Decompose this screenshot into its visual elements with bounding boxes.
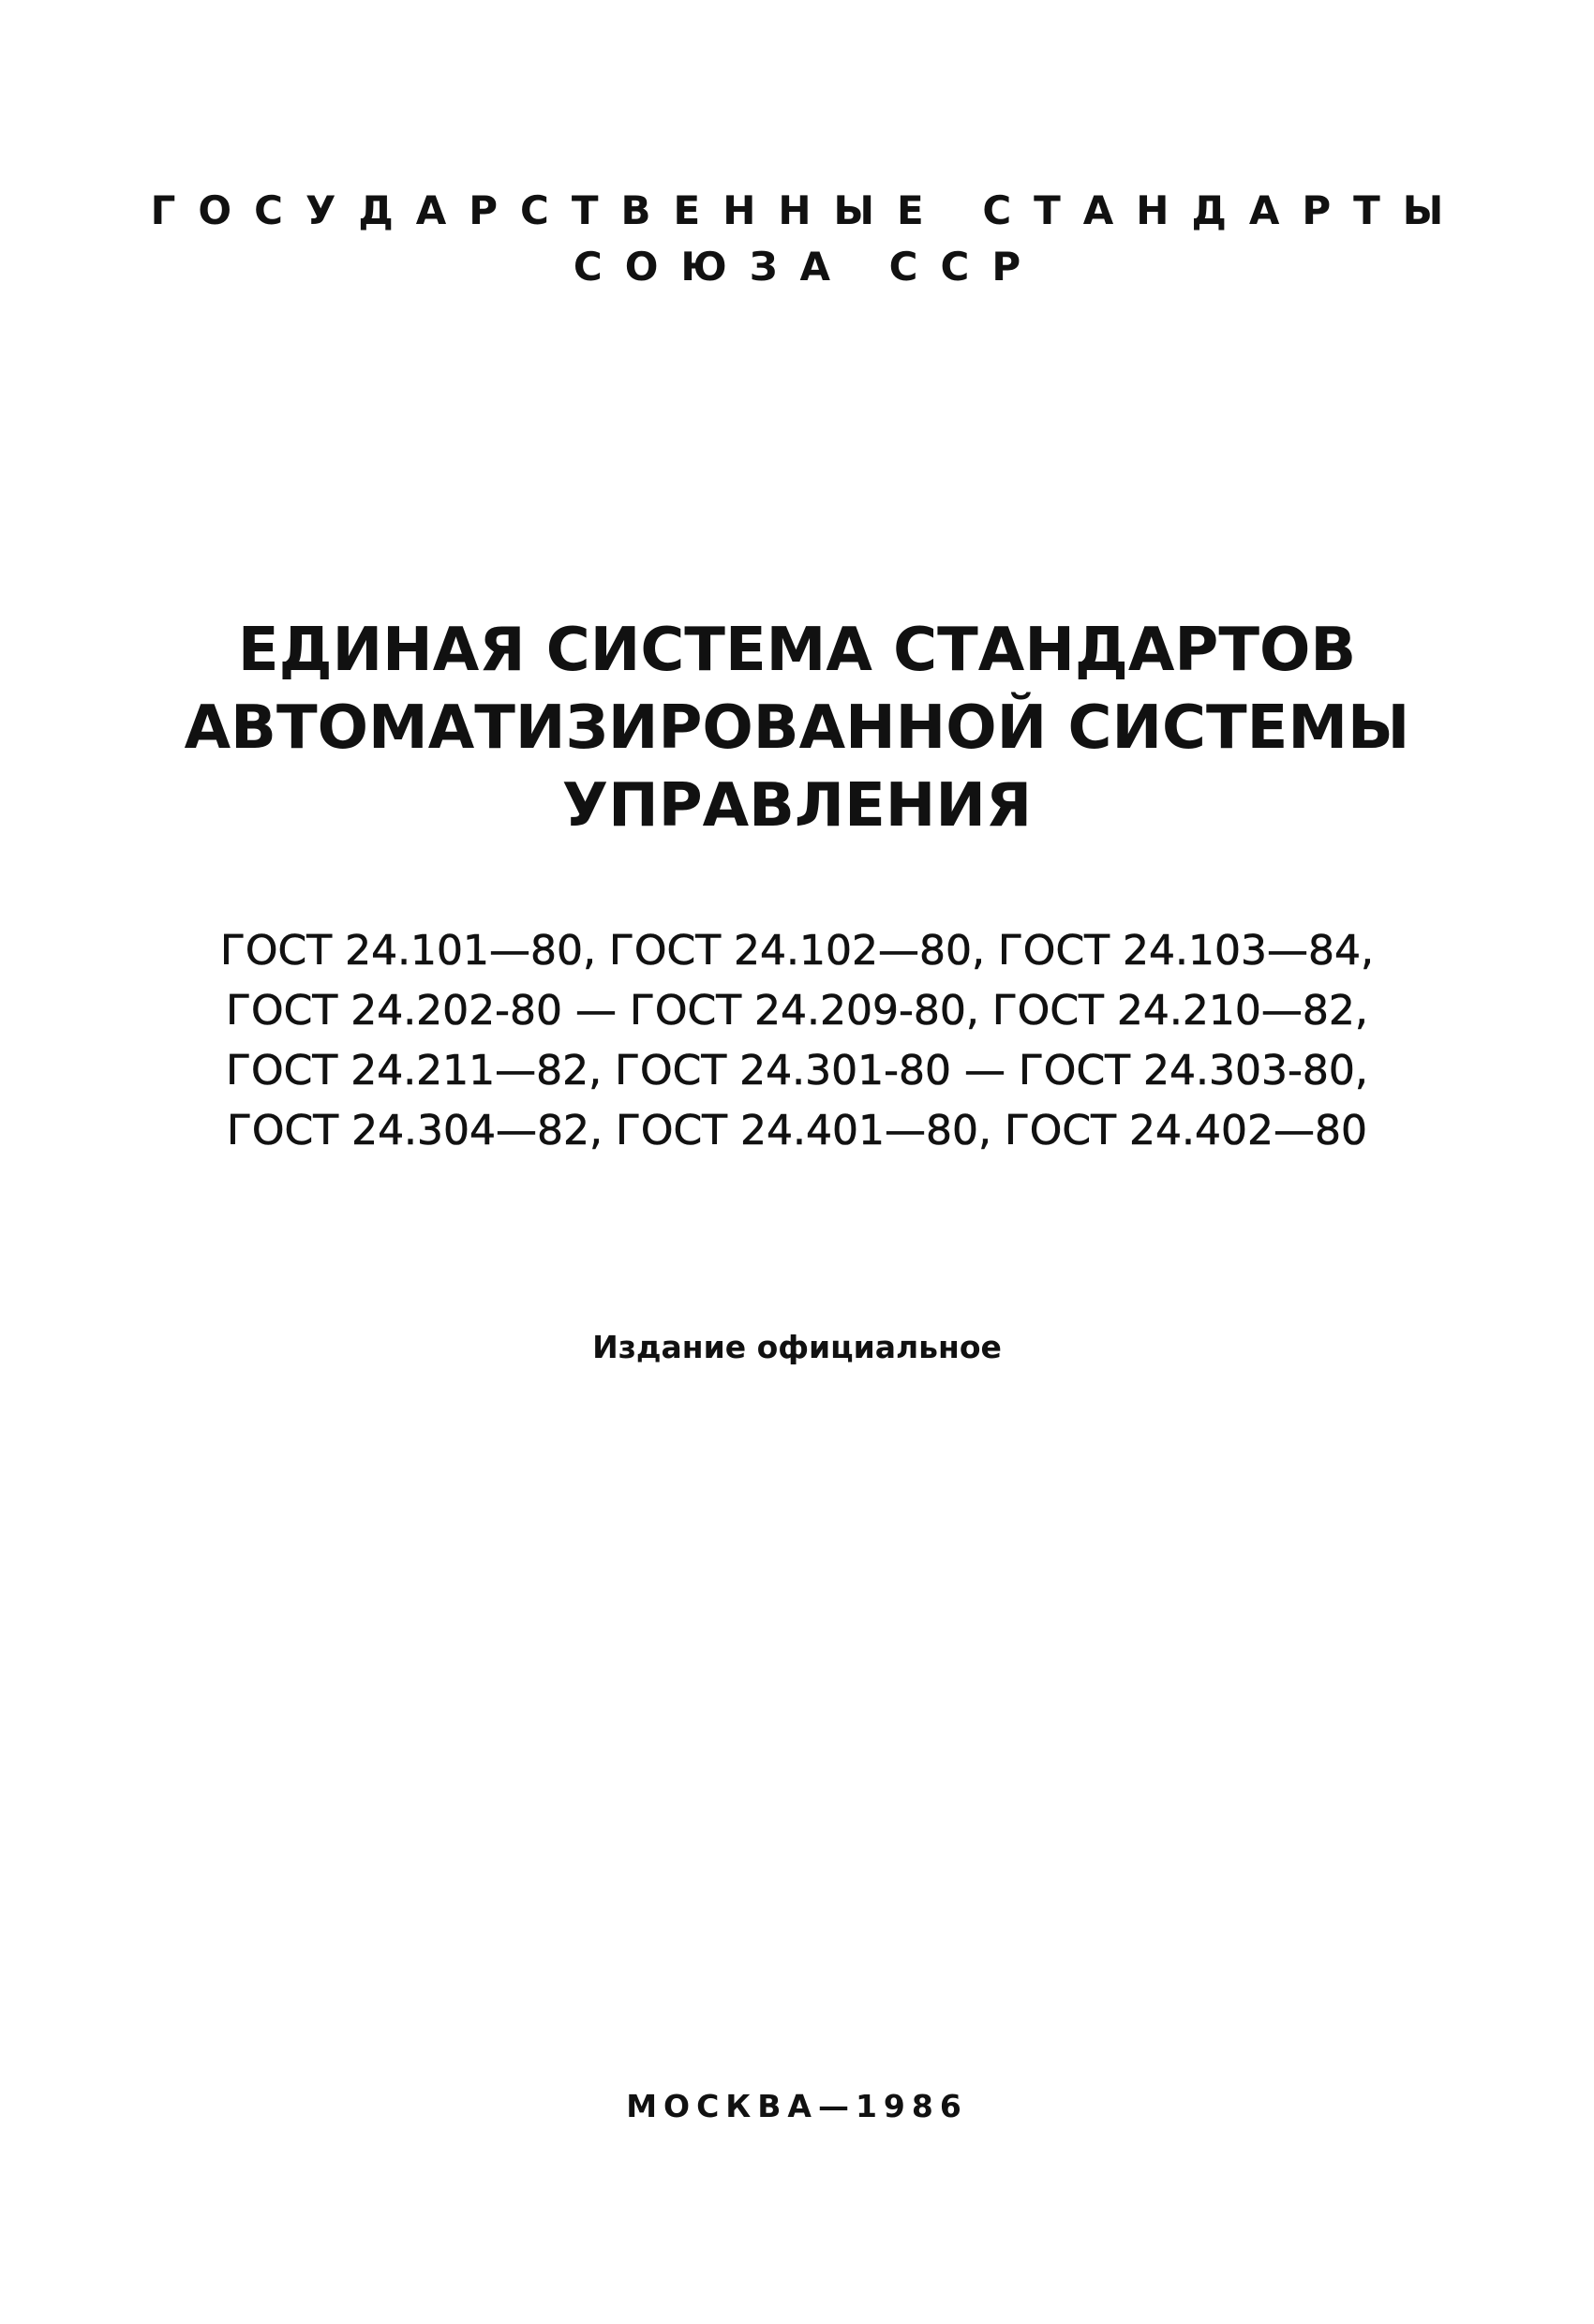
standards-list-line-4: ГОСТ 24.304—82, ГОСТ 24.401—80, ГОСТ 24.402—80 — [227, 1107, 1367, 1155]
publication-imprint: МОСКВА—1986 — [626, 2088, 968, 2124]
standards-list-line-1: ГОСТ 24.101—80, ГОСТ 24.102—80, ГОСТ 24.103—84, — [220, 927, 1374, 975]
document-title-line-3: УПРАВЛЕНИЯ — [561, 771, 1033, 841]
document-title-line-2: АВТОМАТИЗИРОВАННОЙ СИСТЕМЫ — [184, 693, 1410, 763]
series-header-line-2: СОЮЗА ССР — [573, 244, 1044, 290]
standards-list-line-2: ГОСТ 24.202-80 — ГОСТ 24.209-80, ГОСТ 24.210—82, — [226, 987, 1368, 1035]
document-title-line-1: ЕДИНАЯ СИСТЕМА СТАНДАРТОВ — [237, 616, 1357, 685]
official-edition-note: Издание официальное — [592, 1329, 1002, 1365]
standards-list-line-3: ГОСТ 24.211—82, ГОСТ 24.301-80 — ГОСТ 24.303-80, — [226, 1047, 1368, 1095]
series-header-line-1: ГОСУДАРСТВЕННЫЕ СТАНДАРТЫ — [150, 187, 1467, 233]
